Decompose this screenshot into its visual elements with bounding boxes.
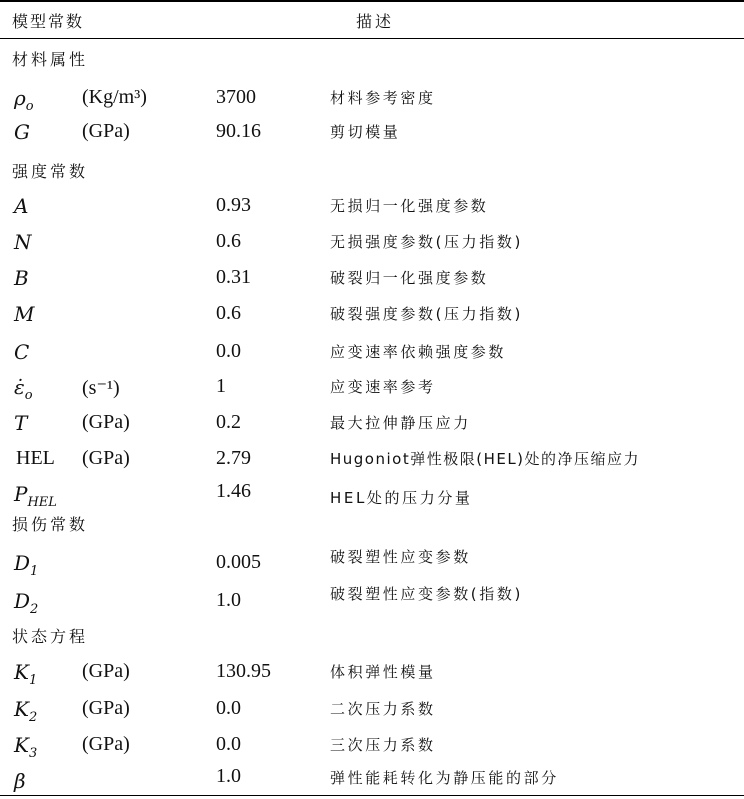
value: 0.0: [216, 697, 241, 719]
description: 应变速率参考: [330, 378, 436, 396]
description: 无损归一化强度参数: [330, 197, 489, 215]
value: 0.005: [216, 551, 261, 573]
symbol-N: N: [14, 230, 32, 254]
row-HEL: [0, 441, 744, 477]
row-beta: [0, 763, 744, 799]
description: 最大拉伸静压应力: [330, 414, 471, 432]
row-C: [0, 334, 744, 370]
value: 0.93: [216, 194, 251, 216]
description: 弹性能耗转化为静压能的部分: [330, 769, 559, 787]
description: Hugoniot弹性极限(HEL)处的净压缩应力: [330, 450, 641, 468]
value: 0.2: [216, 411, 241, 433]
row-K1: [0, 654, 744, 690]
value: 1: [216, 375, 226, 397]
symbol-C: C: [14, 340, 30, 364]
row-D1: [0, 545, 744, 581]
value: 0.0: [216, 733, 241, 755]
unit: (GPa): [82, 120, 130, 142]
unit: (GPa): [82, 733, 130, 755]
description: 破裂塑性应变参数: [330, 548, 471, 566]
description: 破裂塑性应变参数(指数): [330, 585, 523, 603]
row-B: [0, 260, 744, 296]
description: 破裂强度参数(压力指数): [330, 305, 523, 323]
value: 0.0: [216, 340, 241, 362]
symbol-A: A: [14, 194, 29, 218]
value: 0.6: [216, 230, 241, 252]
description: 破裂归一化强度参数: [330, 269, 489, 287]
description: 无损强度参数(压力指数): [330, 233, 523, 251]
section-eos: 状态方程: [12, 627, 89, 646]
symbol-PHEL: $P_{HEL}$: [14, 482, 57, 510]
description: 剪切模量: [330, 123, 401, 141]
row-G: [0, 114, 744, 150]
value: 1.0: [216, 589, 241, 611]
symbol-K2: $K_2$: [14, 697, 38, 725]
value: 130.95: [216, 660, 271, 682]
row-K3: [0, 727, 744, 763]
symbol-strain-rate: $\varepsiloṅ_o$: [14, 375, 33, 403]
unit: (Kg/m³): [82, 86, 147, 108]
symbol-M: M: [14, 302, 35, 326]
value: 0.31: [216, 266, 251, 288]
section-material: 材料属性: [12, 50, 89, 69]
row-T: [0, 405, 744, 441]
row-K2: [0, 691, 744, 727]
row-D2: [0, 583, 744, 619]
row-N: [0, 224, 744, 260]
unit: (GPa): [82, 697, 130, 719]
unit: (GPa): [82, 660, 130, 682]
symbol-rho: $\rho_o$: [14, 86, 34, 114]
section-strength: 强度常数: [12, 162, 89, 181]
unit: (GPa): [82, 447, 130, 469]
description: 二次压力系数: [330, 700, 436, 718]
value: 2.79: [216, 447, 251, 469]
description: 体积弹性模量: [330, 663, 436, 681]
description: 材料参考密度: [330, 89, 436, 107]
value: 1.0: [216, 765, 241, 787]
unit: (s⁻¹): [82, 377, 120, 399]
bottom-rule: [0, 795, 744, 796]
unit: (GPa): [82, 411, 130, 433]
symbol-B: B: [14, 266, 29, 290]
value: 3700: [216, 86, 256, 108]
symbol-K3: $K_3$: [14, 733, 38, 761]
header-constants: 模型常数: [12, 12, 85, 31]
symbol-D2: $D_2$: [14, 589, 39, 617]
description: 三次压力系数: [330, 736, 436, 754]
row-M: [0, 296, 744, 332]
row-rho: [0, 80, 744, 116]
row-PHEL: [0, 476, 744, 512]
value: 90.16: [216, 120, 261, 142]
description: HEL处的压力分量: [330, 489, 473, 507]
symbol-D1: $D_1$: [14, 551, 39, 579]
symbol-HEL: HEL: [16, 447, 55, 469]
symbol-K1: $K_1$: [14, 660, 38, 688]
description: 应变速率依赖强度参数: [330, 343, 507, 361]
symbol-G: G: [14, 120, 30, 144]
section-damage: 损伤常数: [12, 515, 89, 534]
row-A: [0, 188, 744, 224]
header-description: 描述: [356, 12, 395, 31]
value: 1.46: [216, 480, 251, 502]
symbol-beta: β: [14, 769, 26, 793]
header-rule: [0, 38, 744, 39]
row-eps: [0, 369, 744, 405]
value: 0.6: [216, 302, 241, 324]
symbol-T: T: [14, 411, 28, 435]
top-rule: [0, 0, 744, 2]
